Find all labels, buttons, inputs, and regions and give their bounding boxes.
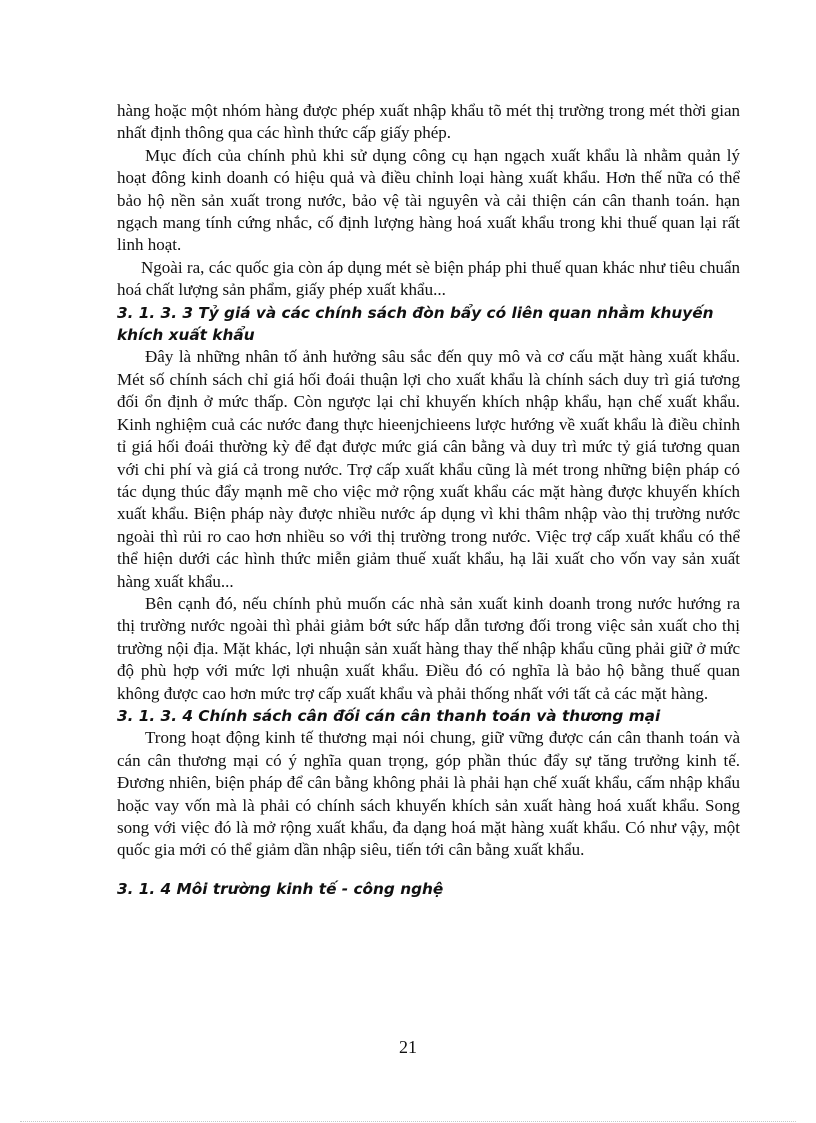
paragraph-non-tariff-measures: Ngoài ra, các quốc gia còn áp dụng mét sè biện pháp phi thuế quan khác như tiêu chuẩn hoá chất lượng sản phẩm, giấy phép xuất khẩu... (117, 257, 740, 300)
section-heading-3-1-3-3: 3. 1. 3. 3 Tỷ giá và các chính sách đòn bẩy có liên quan nhằm khuyến khích xuất khẩu (117, 303, 714, 345)
paragraph-exchange-rate: Đây là những nhân tố ảnh hưởng sâu sắc đến quy mô và cơ cấu mặt hàng xuất khẩu. Mét số chính sách chỉ giá hối đoái thuận lợi cho xuất khẩu là chính sách duy trì giá tương đối ổn định ở mức thấp. Còn ngược lại chỉ khuyến khích nhập khẩu, hạn chế xuất khẩu. Kinh nghiệm cuả các nước đang thực hieenjchieens lược hướng về xuất khẩu là điều chỉnh tỉ giá hối đoái thường kỳ để đạt được mức giá cân bằng và duy trì mức tỷ giá tương quan với chi phí và giá cả trong nước. Trợ cấp xuất khẩu cũng là mét trong những biện pháp có tác dụng thúc đẩy mạnh mẽ cho việc mở rộng xuất khẩu các mặt hàng được khuyến khích xuất khẩu. Biện pháp này được nhiều nước áp dụng vì khi thâm nhập vào thị trường nước ngoài thì rủi ro cao hơn nhiều so với thị trường trong nước. Việc trợ cấp xuất khẩu có thể thể hiện dưới các hình thức miễn giảm thuế xuất khẩu, hạ lãi xuất cho vốn vay sản xuất hàng xuất khẩu... (117, 347, 740, 591)
paragraph-export-quota-purpose: Mục đích của chính phủ khi sử dụng công cụ hạn ngạch xuất khẩu là nhằm quản lý hoạt đông kinh doanh có hiệu quả và điều chỉnh loại hàng xuất khẩu. Hơn thế nữa có thể bảo hộ nền sản xuất trong nước, bảo vệ tài nguyên và cải thiện cán cân thanh toán. hạn ngạch mang tính cứng nhắc, cố định lượng hàng hoá xuất khẩu trong khi thuế quan lại rất linh hoạt. (117, 145, 740, 255)
paragraph-gap (117, 862, 740, 878)
paragraph-continuation: hàng hoặc một nhóm hàng được phép xuất nhập khẩu tõ mét thị trường trong mét thời gian nhất định thông qua các hình thức cấp giấy phép. (117, 101, 740, 143)
page-number: 21 (399, 1037, 417, 1057)
paragraph-balance-of-payments: Trong hoạt động kinh tế thương mại nói chung, giữ vững được cán cân thanh toán và cán cân thương mại có ý nghĩa quan trọng, góp phần thúc đẩy sự tăng trưởng kinh tế. Đương nhiên, biện pháp để cân bằng không phải là phải hạn chế xuất khẩu, cấm nhập khẩu hoặc vay vốn mà là phải có chính sách khuyến khích sản xuất hàng hoá xuất khẩu. Song song với việc đó là mở rộng xuất khẩu, đa dạng hoá mặt hàng xuất khẩu. Có như vậy, một quốc gia mới có thể giảm dần nhập siêu, tiến tới cân bằng xuất khẩu. (117, 728, 740, 860)
section-heading-3-1-4: 3. 1. 4 Môi trường kinh tế - công nghệ (117, 879, 444, 898)
document-body (117, 100, 740, 900)
page-bottom-divider (20, 1121, 796, 1122)
paragraph-domestic-market: Bên cạnh đó, nếu chính phủ muốn các nhà sản xuất kinh doanh trong nước hướng ra thị trường nước ngoài thì phải giảm bớt sức hấp dẫn tương đối trong việc sản xuất cho thị trường nội địa. Mặt khác, lợi nhuận sản xuất hàng thay thế nhập khẩu cũng phải giữ ở mức độ phù hợp với mức lợi nhuận xuất khẩu. Điều đó có nghĩa là bảo hộ bằng thuế quan không được cao hơn mức trợ cấp xuất khẩu và phải thống nhất với tất cả các mặt hàng. (117, 593, 740, 703)
section-heading-3-1-3-4: 3. 1. 3. 4 Chính sách cân đối cán cân thanh toán và thương mại (117, 706, 661, 725)
